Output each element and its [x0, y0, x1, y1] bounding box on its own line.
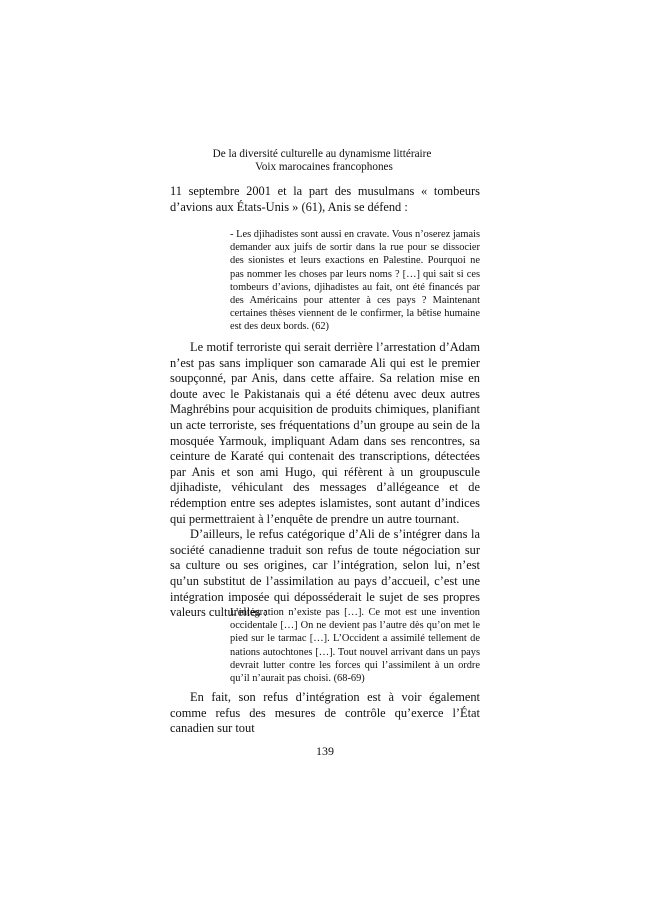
quote-text: L’intégration n’existe pas […]. Ce mot est une invention occidentale […] On ne devient pas l’autre dès qu’on met le pied sur le tarmac […]. L’Occident a assimilé tellement de nations autochtones […]. Tout nouvel arrivant dans un pays devrait lutter contre les forces qui l’assimilent à un ordre qu’il n’aurait pas choisi. (68-69) [230, 607, 480, 685]
quote-text: - Les djihadistes sont aussi en cravate. Vous n’oserez jamais demander aux juifs de sortir dans la rue pour se dissocier des sionistes et leurs exactions en Palestine. Pourquoi ne pas nommer les choses par leurs noms ? […] qui sait si ces tombeurs d’avions, djihadistes au fait, ont été financés par des Américains pour attenter à ces pays ? Maintenant certaines thèses viennent de le confirmer, la bêtise humaine est des deux bords. (62) [230, 229, 480, 333]
body-paragraph-2 [170, 340, 480, 621]
paragraph-text: En fait, son refus d’intégration est à voir également comme refus des mesures de contrôle qu’exerce l’État canadien sur tout [170, 690, 480, 736]
page-number: 139 [316, 744, 334, 758]
body-paragraph-3: D’ailleurs, le refus catégorique d’Ali de s’intégrer dans la société canadienne traduit son refus de toute négociation sur sa culture ou ses origines, car l’intégration, selon lui, n’est qu’un substitut de l’assimilation au pays d’accueil, c’est une intégration imposée qui déposséderait le sujet de ses propres valeurs culturelles : [170, 527, 480, 620]
body-paragraph-4 [170, 690, 480, 737]
running-header [0, 148, 650, 174]
running-header-title: De la diversité culturelle au dynamisme littéraire [212, 148, 432, 160]
paragraph-text: 11 septembre 2001 et la part des musulmans « tombeurs d’avions aux États-Unis » (61), Anis se défend : [170, 184, 480, 214]
paragraph-text: Le motif terroriste qui serait derrière l’arrestation d’Adam n’est pas sans impliquer son camarade Ali qui est le premier soupçonné, par Anis, dans cette affaire. Sa relation mise en doute avec le Pakistanais qui a été détenu avec deux autres Maghrébins pour acquisition de produits chimiques, planifiant un acte terroriste, ses fréquentations d’un groupe au sein de la mosquée Yarmouk, impliquant Adam dans ses rencontres, sa ceinture de Karaté qui contenait des transcriptions, détectées par Anis et son ami Hugo, qui réfèrent à un groupuscule djihadiste, véhiculant des messages d’allégeance et de rédemption entre ses adeptes islamistes, sont autant d’indices qui permettraient à l’enquête de prendre un autre tournant. [170, 340, 480, 526]
block-quote-2 [230, 606, 480, 685]
body-paragraph-continuation [170, 184, 480, 215]
block-quote-1 [230, 228, 480, 334]
running-header-subtitle: Voix marocaines francophones [255, 161, 393, 173]
